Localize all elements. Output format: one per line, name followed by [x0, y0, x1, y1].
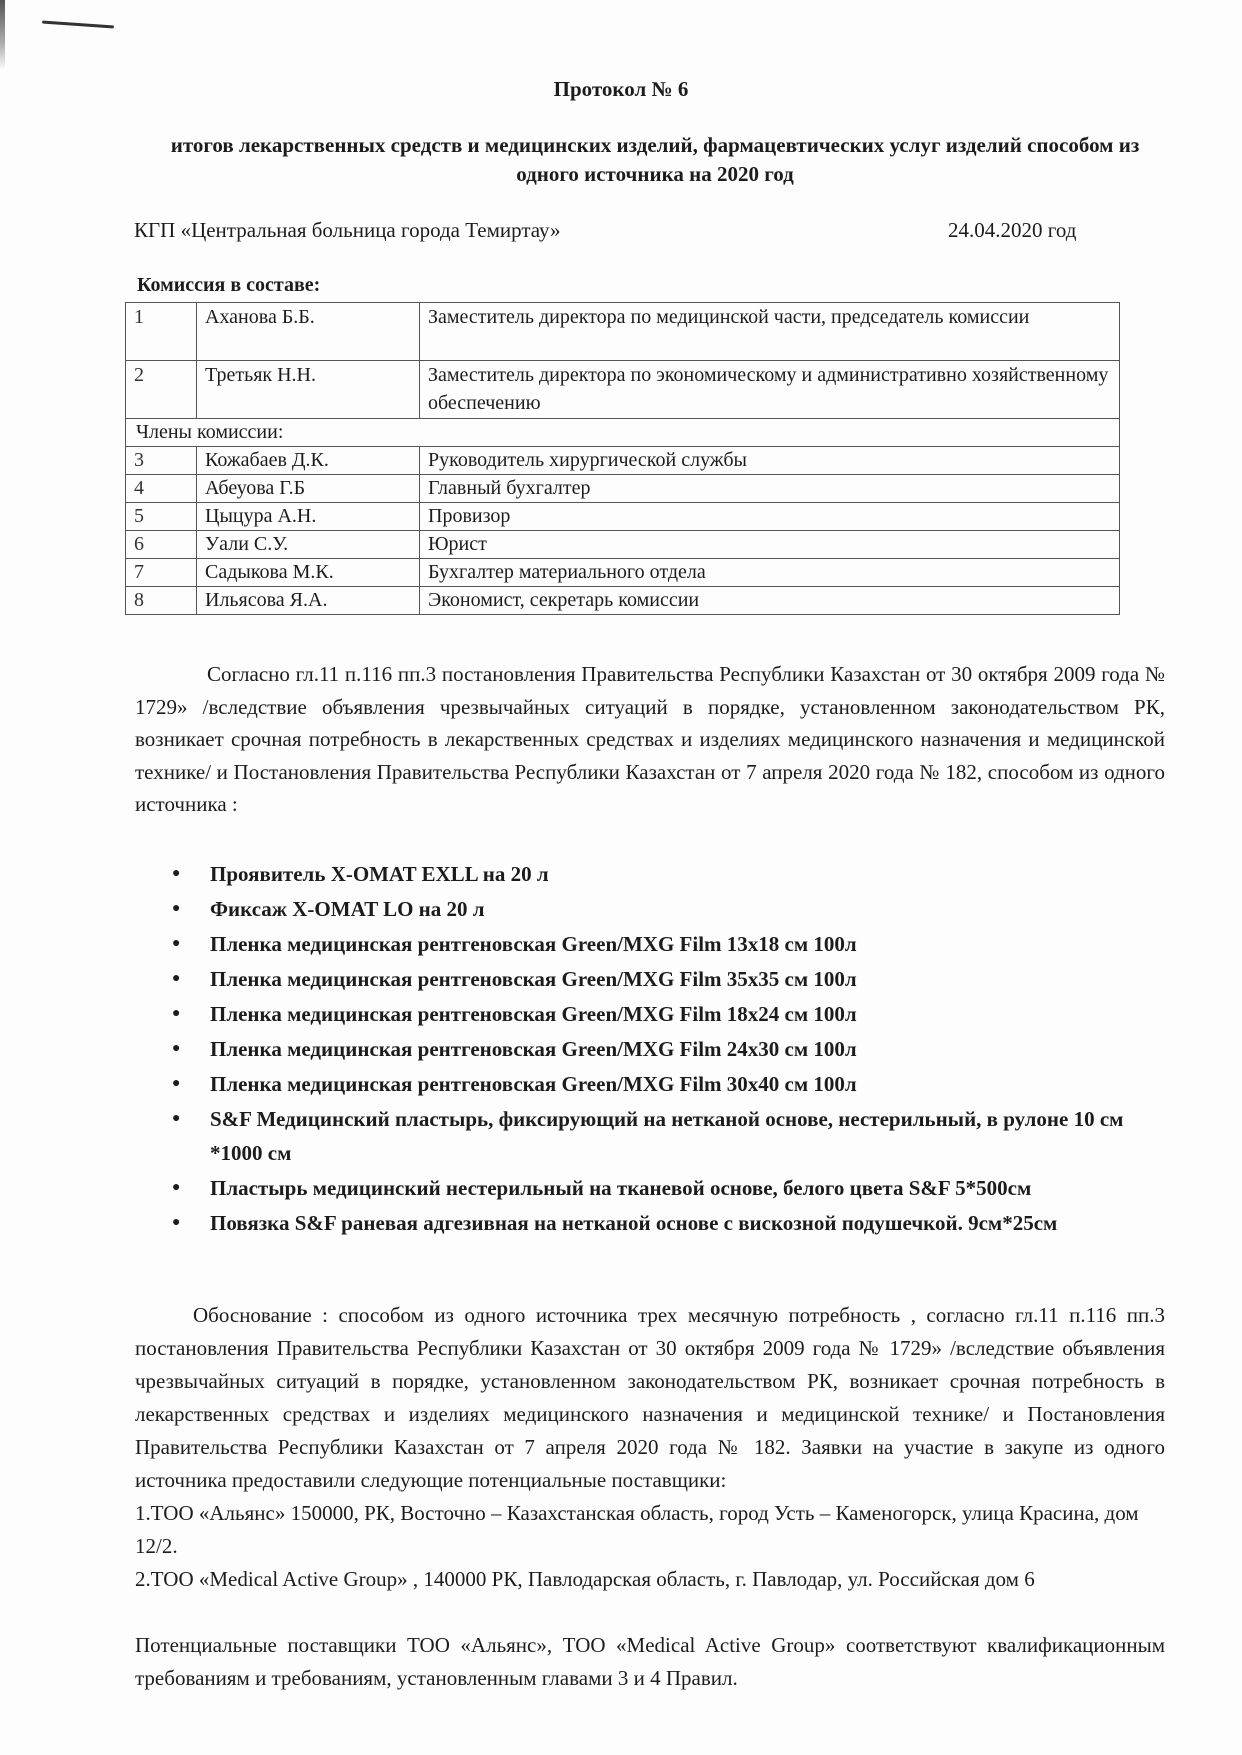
member-role: Заместитель директора по экономическому и административно хозяйственному обеспечению: [420, 361, 1120, 419]
bullet-icon: ●: [172, 901, 181, 916]
table-row: [126, 475, 1120, 503]
bullet-icon: ●: [172, 1180, 181, 1195]
table-row: [126, 587, 1120, 615]
justification-text: Обоснование : способом из одного источника трех месячную потребность , согласно гл.11 п.116 пп.3 постановления Правительства Республики Казахстан от 30 октября 2009 года № 1729» /вследствие объявления чрезвычайных ситуаций в порядке, установленном законодательством РК, возникает срочная потребность в лекарственных средствах и изделиях медицинского назначения и медицинской технике/ и Постановления Правительства Республики Казахстан от 7 апреля 2020 года № 182. Заявки на участие в закупе из одного источника предоставили следующие потенциальные поставщики:: [135, 1303, 1165, 1492]
member-role: Заместитель директора по медицинской части, председатель комиссии: [420, 303, 1120, 361]
item-text: Пленка медицинская рентгеновская Green/MXG Film 13x18 см 100л: [210, 932, 857, 956]
bullet-icon: ●: [172, 866, 181, 881]
member-number: 5: [126, 503, 197, 531]
member-role: Бухгалтер материального отдела: [420, 559, 1120, 587]
protocol-date: 24.04.2020 год: [948, 218, 1077, 242]
item-text: Пластырь медицинский нестерильный на тканевой основе, белого цвета S&F 5*500см: [210, 1176, 1032, 1200]
justification-paragraph: [135, 1299, 1165, 1497]
item-text: Пленка медицинская рентгеновская Green/MXG Film 35x35 см 100л: [210, 967, 857, 991]
protocol-title: Протокол № 6: [553, 77, 689, 101]
member-name: Кожабаев Д.К.: [197, 447, 420, 475]
intro-paragraph: [135, 658, 1165, 821]
bullet-icon: ●: [172, 936, 181, 951]
organization-name: КГП «Центральная больница города Темиртау»: [134, 218, 561, 242]
bullet-icon: ●: [172, 1111, 181, 1126]
member-role: Руководитель хирургической службы: [420, 447, 1120, 475]
table-row: [126, 559, 1120, 587]
members-label: Члены комиссии:: [126, 419, 1120, 447]
list-item: [170, 1171, 1130, 1205]
bullet-icon: ●: [172, 1041, 181, 1056]
item-text: Проявитель X-OMAT EXLL на 20 л: [210, 862, 549, 886]
list-item: [170, 857, 1130, 891]
table-row: [126, 361, 1120, 419]
protocol-subtitle: итогов лекарственных средств и медицинских изделий, фармацевтических услуг изделий способом из одного источника на 2020 год: [170, 133, 1140, 186]
list-item: [170, 892, 1130, 926]
list-item: [170, 927, 1130, 961]
items-list: [170, 857, 1130, 1241]
pen-mark: [42, 20, 114, 28]
bullet-icon: ●: [172, 1215, 181, 1230]
member-number: 2: [126, 361, 197, 419]
item-text: S&F Медицинский пластырь, фиксирующий на нетканой основе, нестерильный, в рулоне 10 см *1000 см: [210, 1107, 1124, 1165]
item-text: Повязка S&F раневая адгезивная на нетканой основе с вискозной подушечкой. 9см*25см: [210, 1211, 1058, 1235]
table-section-row: [126, 419, 1120, 447]
commission-heading: Комиссия в составе:: [137, 274, 321, 296]
member-number: 1: [126, 303, 197, 361]
intro-text: Согласно гл.11 п.116 пп.3 постановления Правительства Республики Казахстан от 30 октября 2009 года № 1729» /вследствие объявления чрезвычайных ситуаций в порядке, установленном законодательством РК, возникает срочная потребность в лекарственных средствах и изделиях медицинского назначения и медицинской технике/ и Постановления Правительства Республики Казахстан от 7 апреля 2020 года № 182, способом из одного источника :: [135, 662, 1165, 816]
item-text: Пленка медицинская рентгеновская Green/MXG Film 30x40 см 100л: [210, 1072, 857, 1096]
member-name: Абеуова Г.Б: [197, 475, 420, 503]
member-name: Садыкова М.К.: [197, 559, 420, 587]
member-role: Юрист: [420, 531, 1120, 559]
member-number: 7: [126, 559, 197, 587]
member-role: Главный бухгалтер: [420, 475, 1120, 503]
member-name: Аханова Б.Б.: [197, 303, 420, 361]
supplier-1: 1.ТОО «Альянс» 150000, РК, Восточно – Казахстанская область, город Усть – Каменогорск, улица Красина, дом 12/2.: [135, 1501, 1139, 1558]
member-number: 8: [126, 587, 197, 615]
member-role: Экономист, секретарь комиссии: [420, 587, 1120, 615]
member-number: 3: [126, 447, 197, 475]
list-item: [170, 1067, 1130, 1101]
member-number: 6: [126, 531, 197, 559]
conclusion-paragraph: Потенциальные поставщики ТОО «Альянс», ТОО «Medical Active Group» соответствуют квалификационным требованиям и требованиям, установленным главами 3 и 4 Правил.: [135, 1633, 1165, 1690]
table-row: [126, 303, 1120, 361]
bullet-icon: ●: [172, 1076, 181, 1091]
scan-edge-shadow: [0, 0, 5, 70]
member-name: Цыцура А.Н.: [197, 503, 420, 531]
list-item: [170, 962, 1130, 996]
item-text: Фиксаж X-OMAT LO на 20 л: [210, 897, 485, 921]
item-text: Пленка медицинская рентгеновская Green/MXG Film 24x30 см 100л: [210, 1037, 857, 1061]
member-role: Провизор: [420, 503, 1120, 531]
member-name: Уали С.У.: [197, 531, 420, 559]
commission-table: [125, 302, 1120, 615]
member-name: Ильясова Я.А.: [197, 587, 420, 615]
table-row: [126, 447, 1120, 475]
supplier-2: 2.ТОО «Medical Active Group» , 140000 РК, Павлодарская область, г. Павлодар, ул. Российская дом 6: [135, 1567, 1035, 1591]
list-item: [170, 997, 1130, 1031]
list-item: [170, 1206, 1130, 1240]
member-name: Третьяк Н.Н.: [197, 361, 420, 419]
table-row: [126, 531, 1120, 559]
bullet-icon: ●: [172, 1006, 181, 1021]
member-number: 4: [126, 475, 197, 503]
bullet-icon: ●: [172, 971, 181, 986]
table-row: [126, 503, 1120, 531]
item-text: Пленка медицинская рентгеновская Green/MXG Film 18x24 см 100л: [210, 1002, 857, 1026]
list-item: [170, 1032, 1130, 1066]
list-item: [170, 1102, 1130, 1170]
